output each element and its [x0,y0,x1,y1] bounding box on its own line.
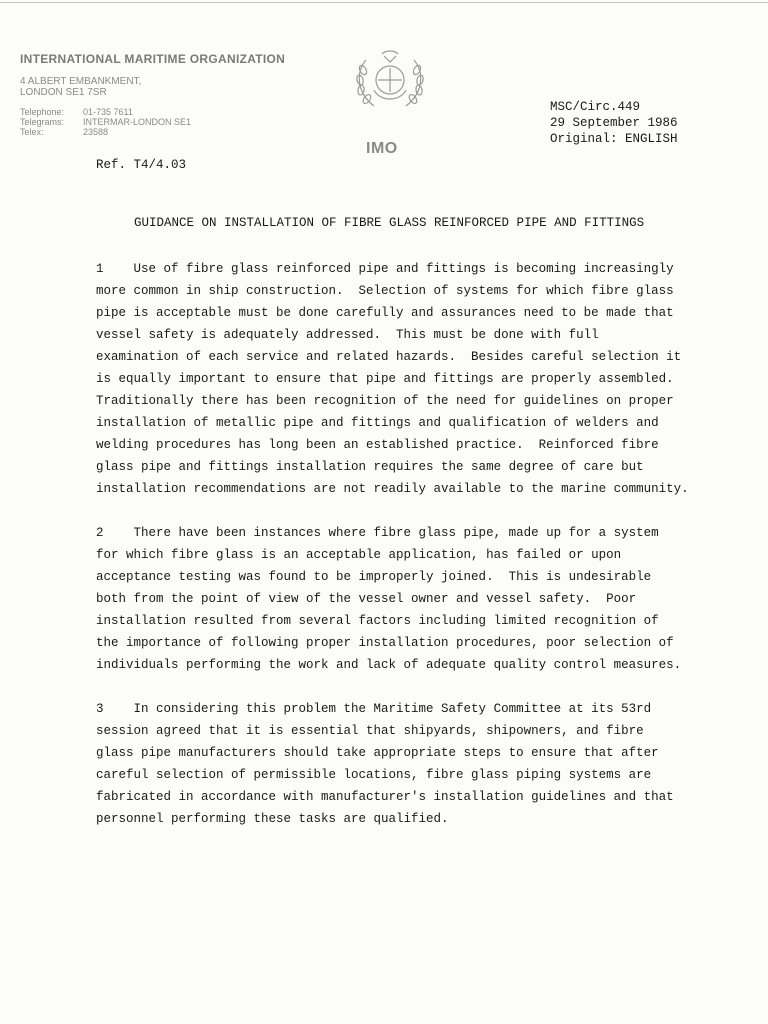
text-line: welding procedures has long been an established practice. Reinforced fibre [96,438,659,452]
text-line: 3 In considering this problem the Maritime Safety Committee at its 53rd [96,702,652,716]
top-rule [0,2,768,3]
contact-value: 23588 [83,127,109,137]
text-line: both from the point of view of the vessel owner and vessel safety. Poor [96,592,637,606]
address-line: LONDON SE1 7SR [20,87,107,98]
document-reference [550,99,678,147]
laurel-wreath-icon [344,50,436,112]
text-line: 2 There have been instances where fibre glass pipe, made up for a system [96,526,659,540]
circular-number: MSC/Circ.449 [550,100,641,114]
text-line: vessel safety is adequately addressed. This must be done with full [96,328,599,342]
text-line: installation recommendations are not readily available to the marine community. [96,482,689,496]
text-line: fabricated in accordance with manufacturer's installation guidelines and that [96,790,674,804]
address-line: 4 ALBERT EMBANKMENT, [20,76,142,87]
contact-telex [20,127,320,137]
contact-label: Telephone: [20,107,65,117]
text-line: the importance of following proper installation procedures, poor selection of [96,636,674,650]
text-line: is equally important to ensure that pipe and fittings are properly assembled. [96,372,674,386]
text-line: pipe is acceptable must be done carefully and assurances need to be made that [96,306,674,320]
contact-telephone [20,107,320,117]
contact-value: 01-735 7611 [83,107,133,117]
text-line: installation resulted from several factors including limited recognition of [96,614,659,628]
document-body [96,258,756,852]
address [20,76,320,98]
letterhead [20,52,320,137]
contact-value: INTERMAR-LONDON SE1 [83,117,192,127]
paragraph-1 [96,258,756,500]
contact-details [20,107,320,137]
text-line: glass pipe and fittings installation requires the same degree of care but [96,460,644,474]
contact-label: Telex: [20,127,44,137]
text-line: careful selection of permissible locations, fibre glass piping systems are [96,768,652,782]
contact-telegrams [20,117,320,127]
file-reference: Ref. T4/4.03 [96,158,187,172]
text-line: for which fibre glass is an acceptable application, has failed or upon [96,548,622,562]
text-line: personnel performing these tasks are qualified. [96,812,449,826]
text-line: examination of each service and related hazards. Besides careful selection it [96,350,682,364]
imo-emblem-icon [344,50,436,112]
emblem-caption: IMO [366,140,398,157]
text-line: session agreed that it is essential that shipyards, shipowners, and fibre [96,724,644,738]
paragraph-2 [96,522,756,676]
text-line: more common in ship construction. Selection of systems for which fibre glass [96,284,674,298]
document-title: GUIDANCE ON INSTALLATION OF FIBRE GLASS REINFORCED PIPE AND FITTINGS [134,216,645,230]
text-line: individuals performing the work and lack of adequate quality control measures. [96,658,682,672]
paragraph-3 [96,698,756,830]
text-line: acceptance testing was found to be improperly joined. This is undesirable [96,570,652,584]
organization-name: INTERNATIONAL MARITIME ORGANIZATION [20,52,286,66]
document-date: 29 September 1986 [550,116,678,130]
text-line: Traditionally there has been recognition of the need for guidelines on proper [96,394,674,408]
text-line: 1 Use of fibre glass reinforced pipe and fittings is becoming increasingly [96,262,674,276]
text-line: installation of metallic pipe and fittings and qualification of welders and [96,416,659,430]
contact-label: Telegrams: [20,117,65,127]
original-language: Original: ENGLISH [550,132,678,146]
text-line: glass pipe manufacturers should take appropriate steps to ensure that after [96,746,659,760]
